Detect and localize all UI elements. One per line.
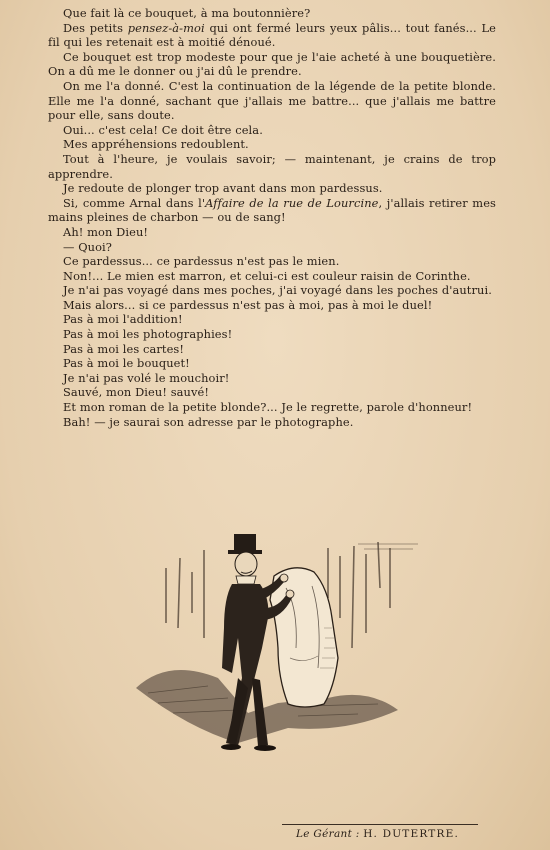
paragraph: Sauvé, mon Dieu! sauvé! bbox=[63, 385, 210, 400]
paragraph: Je n'ai pas volé le mouchoir! bbox=[63, 370, 230, 385]
paragraph: Mes appréhensions redoublent. bbox=[63, 137, 249, 152]
paragraph: Que fait là ce bouquet, à ma boutonnière? bbox=[63, 6, 311, 20]
credit-label: Le Gérant : bbox=[296, 828, 360, 840]
text-run: Des petits bbox=[63, 20, 128, 35]
paragraph: Pas à moi les cartes! bbox=[63, 341, 185, 356]
publisher-credit bbox=[296, 828, 496, 840]
paragraph: Mais alors... si ce pardessus n'est pas à moi, pas à moi le duel! bbox=[63, 297, 433, 312]
paragraph: On me l'a donné. C'est la continuation de la légende de la petite blonde. Elle me l'a donné, sachant que j'allais me battre... que j'allais me battre pour elle, sans doute. bbox=[48, 78, 496, 123]
paragraph: Ce bouquet est trop modeste pour que je l'aie acheté à une bouquetière. On a dû me le donner ou j'ai dû le prendre. bbox=[48, 49, 496, 79]
paragraph: Ah! mon Dieu! bbox=[63, 224, 149, 239]
paragraph: Je redoute de plonger trop avant dans mon pardessus. bbox=[63, 181, 383, 196]
italic-title: Affaire de la rue de Lourcine bbox=[205, 195, 379, 210]
paragraph: Oui... c'est cela! Ce doit être cela. bbox=[63, 122, 263, 137]
text-run: qui ont fermé leurs yeux pâlis... tout fanés... Le fil qui les retenait est à moitié dénoué. bbox=[48, 20, 496, 50]
footer-rule bbox=[282, 824, 478, 825]
paragraph bbox=[48, 21, 496, 50]
body-text bbox=[48, 6, 496, 429]
text-run: Si, comme Arnal dans l' bbox=[63, 195, 206, 210]
paragraph: Bah! — je saurai son adresse par le photographe. bbox=[63, 414, 354, 429]
paragraph: Tout à l'heure, je voulais savoir; — maintenant, je crains de trop apprendre. bbox=[48, 151, 496, 181]
paragraph: Pas à moi les photographies! bbox=[63, 327, 233, 342]
engraving-illustration bbox=[128, 528, 423, 773]
text-run: , j'allais retirer mes mains pleines de charbon — ou de sang! bbox=[48, 195, 496, 225]
paragraph: Ce pardessus... ce pardessus n'est pas le mien. bbox=[63, 254, 340, 269]
paragraph: Pas à moi l'addition! bbox=[63, 312, 183, 327]
paragraph: Je n'ai pas voyagé dans mes poches, j'ai voyagé dans les poches d'autrui. bbox=[63, 283, 492, 298]
credit-name: H. DUTERTRE. bbox=[363, 828, 460, 840]
paragraph: Pas à moi le bouquet! bbox=[63, 356, 190, 371]
italic-term: pensez-à-moi bbox=[127, 20, 205, 35]
paragraph bbox=[48, 196, 496, 225]
paragraph: — Quoi? bbox=[63, 239, 112, 254]
paragraph: Et mon roman de la petite blonde?... Je le regrette, parole d'honneur! bbox=[63, 400, 473, 415]
paragraph: Non!... Le mien est marron, et celui-ci est couleur raisin de Corinthe. bbox=[63, 268, 471, 283]
